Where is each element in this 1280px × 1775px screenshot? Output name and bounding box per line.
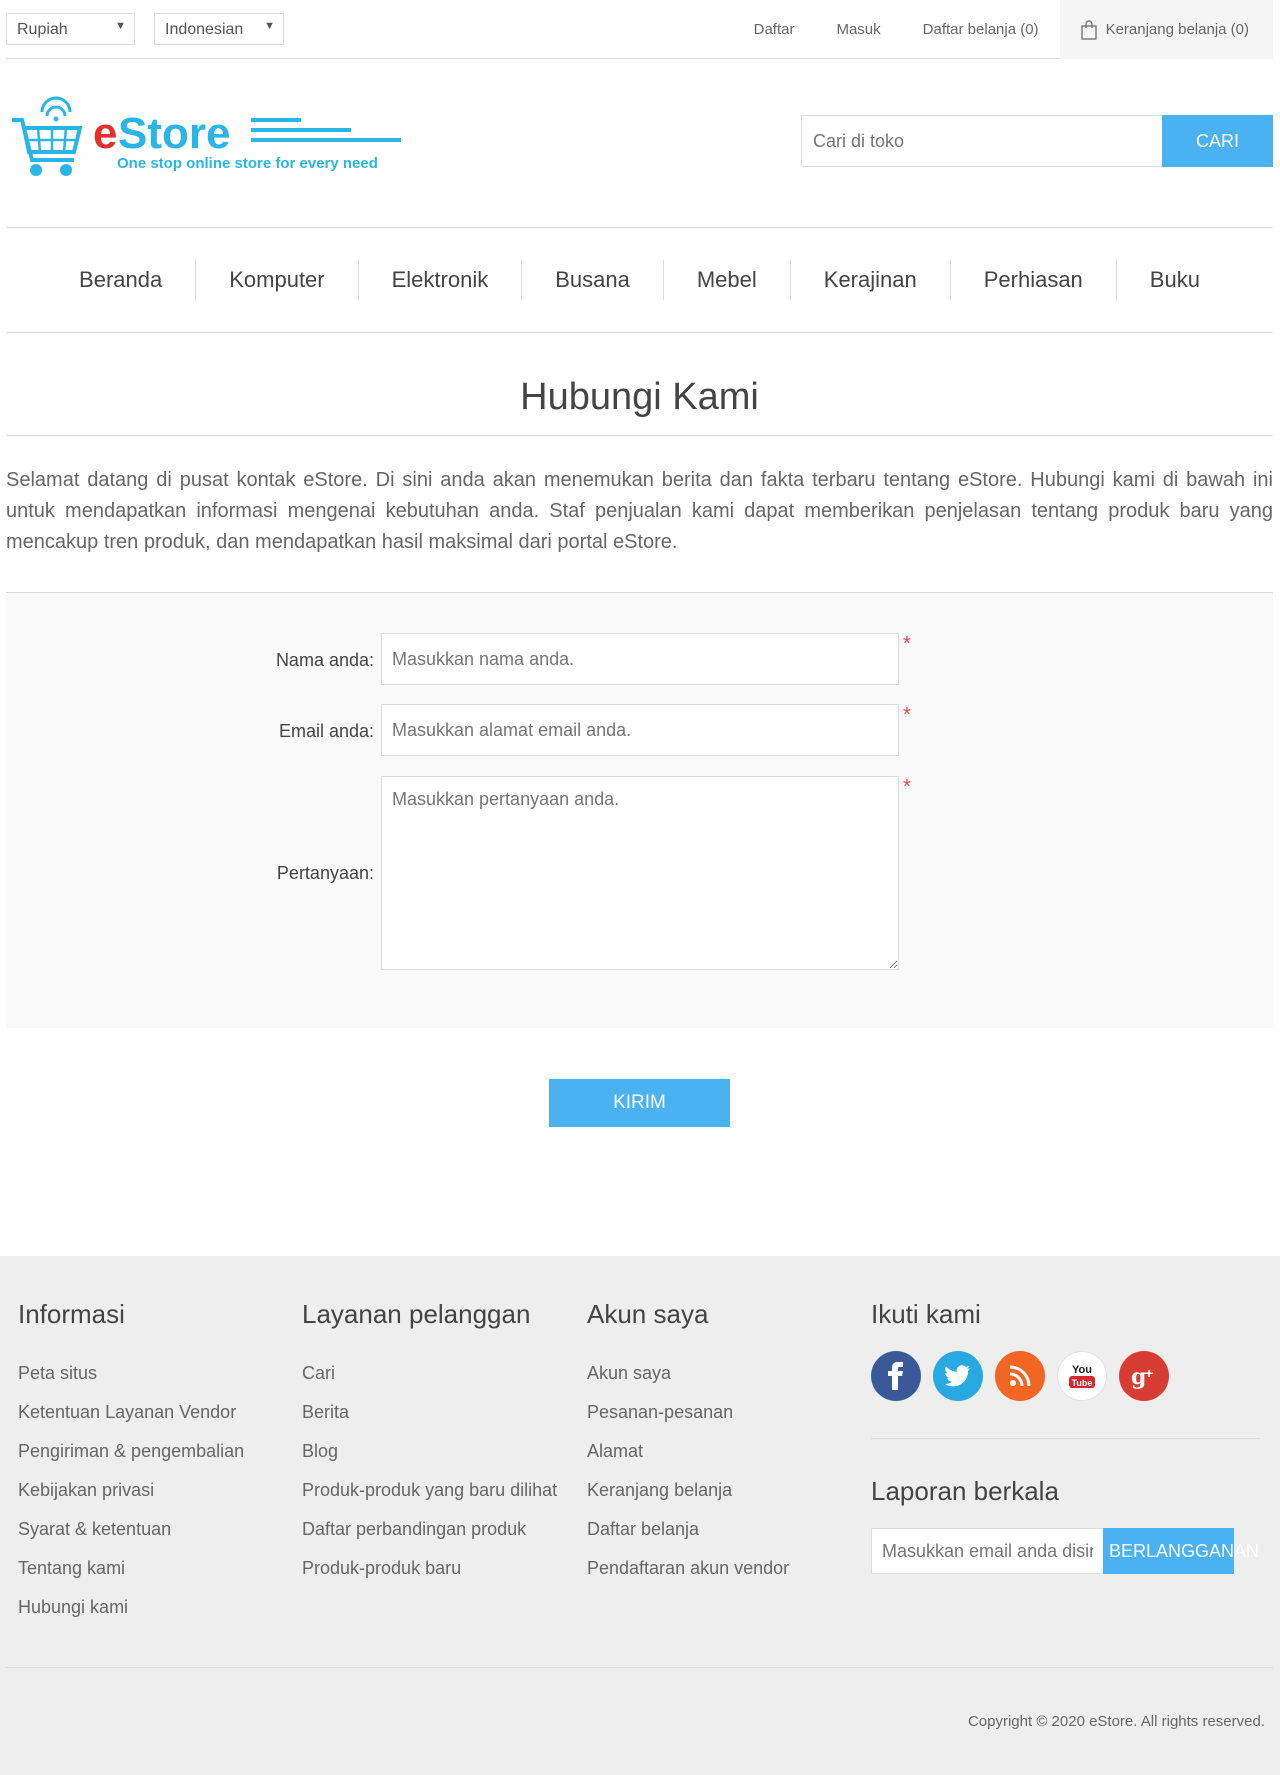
footer-link[interactable]: Pengiriman & pengembalian — [18, 1441, 245, 1461]
required-marker: * — [903, 704, 911, 726]
intro-text: Selamat datang di pusat kontak eStore. Di sini anda akan menemukan berita dan fakta terbaru tentang eStore. Hubungi kami di bawah ini untuk mendapatkan informasi mengenai kebutuhan anda. Staf penjualan kami dapat memberikan penjelasan tentang produk baru yang mencakup tren produk, dan mendapatkan hasil maksimal dari portal eStore. — [6, 469, 1273, 553]
footer-link[interactable]: Berita — [302, 1402, 350, 1422]
login-link[interactable]: Masuk — [836, 21, 881, 38]
footer-bottom-divider — [6, 1667, 1273, 1668]
contact-form — [6, 592, 1273, 1028]
youtube-icon[interactable] — [1057, 1351, 1107, 1401]
submit-button[interactable]: KIRIM — [549, 1079, 730, 1127]
search-button[interactable]: CARI — [1162, 115, 1273, 167]
name-field[interactable] — [381, 633, 899, 685]
footer-link[interactable]: Cari — [302, 1363, 336, 1383]
shopping-bag-icon — [1081, 20, 1097, 40]
footer-info-column — [18, 1299, 244, 1627]
nav-item-mebel[interactable]: Mebel — [663, 260, 790, 300]
subscribe-button[interactable]: BERLANGGANAN — [1103, 1528, 1234, 1574]
footer-link[interactable]: Kebijakan privasi — [18, 1480, 155, 1500]
footer-info-title: Informasi — [18, 1299, 125, 1329]
cart-link[interactable] — [1060, 0, 1273, 59]
facebook-icon[interactable] — [871, 1351, 921, 1401]
footer — [0, 1256, 1280, 1775]
svg-text:g: g — [1131, 1364, 1147, 1390]
footer-link[interactable]: Akun saya — [587, 1363, 672, 1383]
footer-link[interactable]: Pendaftaran akun vendor — [587, 1558, 790, 1578]
social-icons — [871, 1351, 1169, 1401]
newsletter-email-input[interactable] — [871, 1528, 1104, 1574]
copyright-text: Copyright © 2020 eStore. All rights reserved. — [967, 1713, 1265, 1730]
language-select[interactable] — [154, 13, 284, 45]
nav-item-kerajinan[interactable]: Kerajinan — [790, 260, 950, 300]
dropdown-arrow-icon: ▼ — [115, 20, 126, 32]
nav-item-buku[interactable]: Buku — [1116, 260, 1233, 300]
newsletter-title: Laporan berkala — [871, 1476, 1059, 1506]
header-links — [733, 0, 1273, 59]
footer-account-column — [587, 1299, 789, 1588]
nav-item-beranda[interactable]: Beranda — [79, 267, 163, 292]
required-marker: * — [903, 776, 911, 798]
name-label: Nama anda: — [275, 650, 374, 670]
wishlist-link[interactable]: Daftar belanja (0) — [922, 21, 1039, 38]
page-title: Hubungi Kami — [6, 376, 1273, 436]
footer-link[interactable]: Keranjang belanja — [587, 1480, 733, 1500]
footer-link[interactable]: Produk-produk baru — [302, 1558, 462, 1578]
footer-service-title: Layanan pelanggan — [302, 1299, 531, 1329]
nav-item-busana[interactable]: Busana — [521, 260, 663, 300]
top-bar — [6, 0, 1273, 59]
required-marker: * — [903, 633, 911, 655]
main-nav — [6, 227, 1273, 333]
nav-item-komputer[interactable]: Komputer — [195, 260, 357, 300]
language-value: Indonesian — [165, 21, 244, 38]
currency-value: Rupiah — [17, 21, 68, 38]
nav-item-perhiasan[interactable]: Perhiasan — [950, 260, 1116, 300]
footer-follow-title: Ikuti kami — [871, 1299, 981, 1329]
footer-link[interactable]: Ketentuan Layanan Vendor — [18, 1402, 237, 1422]
footer-link[interactable]: Produk-produk yang baru dilihat — [302, 1480, 558, 1500]
dropdown-arrow-icon: ▼ — [264, 20, 275, 32]
footer-service-column — [302, 1299, 557, 1588]
register-link[interactable]: Daftar — [753, 21, 795, 38]
footer-link[interactable]: Syarat & ketentuan — [18, 1519, 172, 1539]
footer-link[interactable]: Daftar perbandingan produk — [302, 1519, 527, 1539]
logo-e-letter: e — [93, 109, 118, 158]
cart-label: Keranjang belanja (0) — [1105, 21, 1249, 38]
currency-select[interactable] — [6, 13, 135, 45]
footer-link[interactable]: Pesanan-pesanan — [587, 1402, 734, 1422]
svg-text:+: + — [1145, 1365, 1154, 1381]
question-label: Pertanyaan: — [276, 863, 374, 883]
footer-follow-column — [871, 1299, 981, 1354]
question-textarea[interactable] — [381, 776, 899, 970]
footer-link[interactable]: Tentang kami — [18, 1558, 126, 1578]
logo-tagline: One stop online store for every need — [117, 155, 378, 172]
svg-text:Tube: Tube — [1071, 1378, 1093, 1388]
google-plus-icon[interactable] — [1119, 1351, 1169, 1401]
footer-link[interactable]: Alamat — [587, 1441, 644, 1461]
footer-link[interactable]: Hubungi kami — [18, 1597, 129, 1617]
footer-divider — [871, 1438, 1260, 1439]
rss-icon[interactable] — [995, 1351, 1045, 1401]
svg-text:You: You — [1072, 1364, 1092, 1376]
footer-link[interactable]: Blog — [302, 1441, 339, 1461]
logo[interactable] — [8, 100, 403, 190]
footer-account-title: Akun saya — [587, 1299, 709, 1329]
search-input[interactable] — [801, 115, 1163, 167]
nav-item-elektronik[interactable]: Elektronik — [358, 260, 522, 300]
twitter-icon[interactable] — [933, 1351, 983, 1401]
email-label: Email anda: — [278, 721, 374, 741]
logo-store-text: Store — [118, 109, 231, 158]
email-field[interactable] — [381, 704, 899, 756]
footer-link[interactable]: Peta situs — [18, 1363, 98, 1383]
footer-link[interactable]: Daftar belanja — [587, 1519, 700, 1539]
